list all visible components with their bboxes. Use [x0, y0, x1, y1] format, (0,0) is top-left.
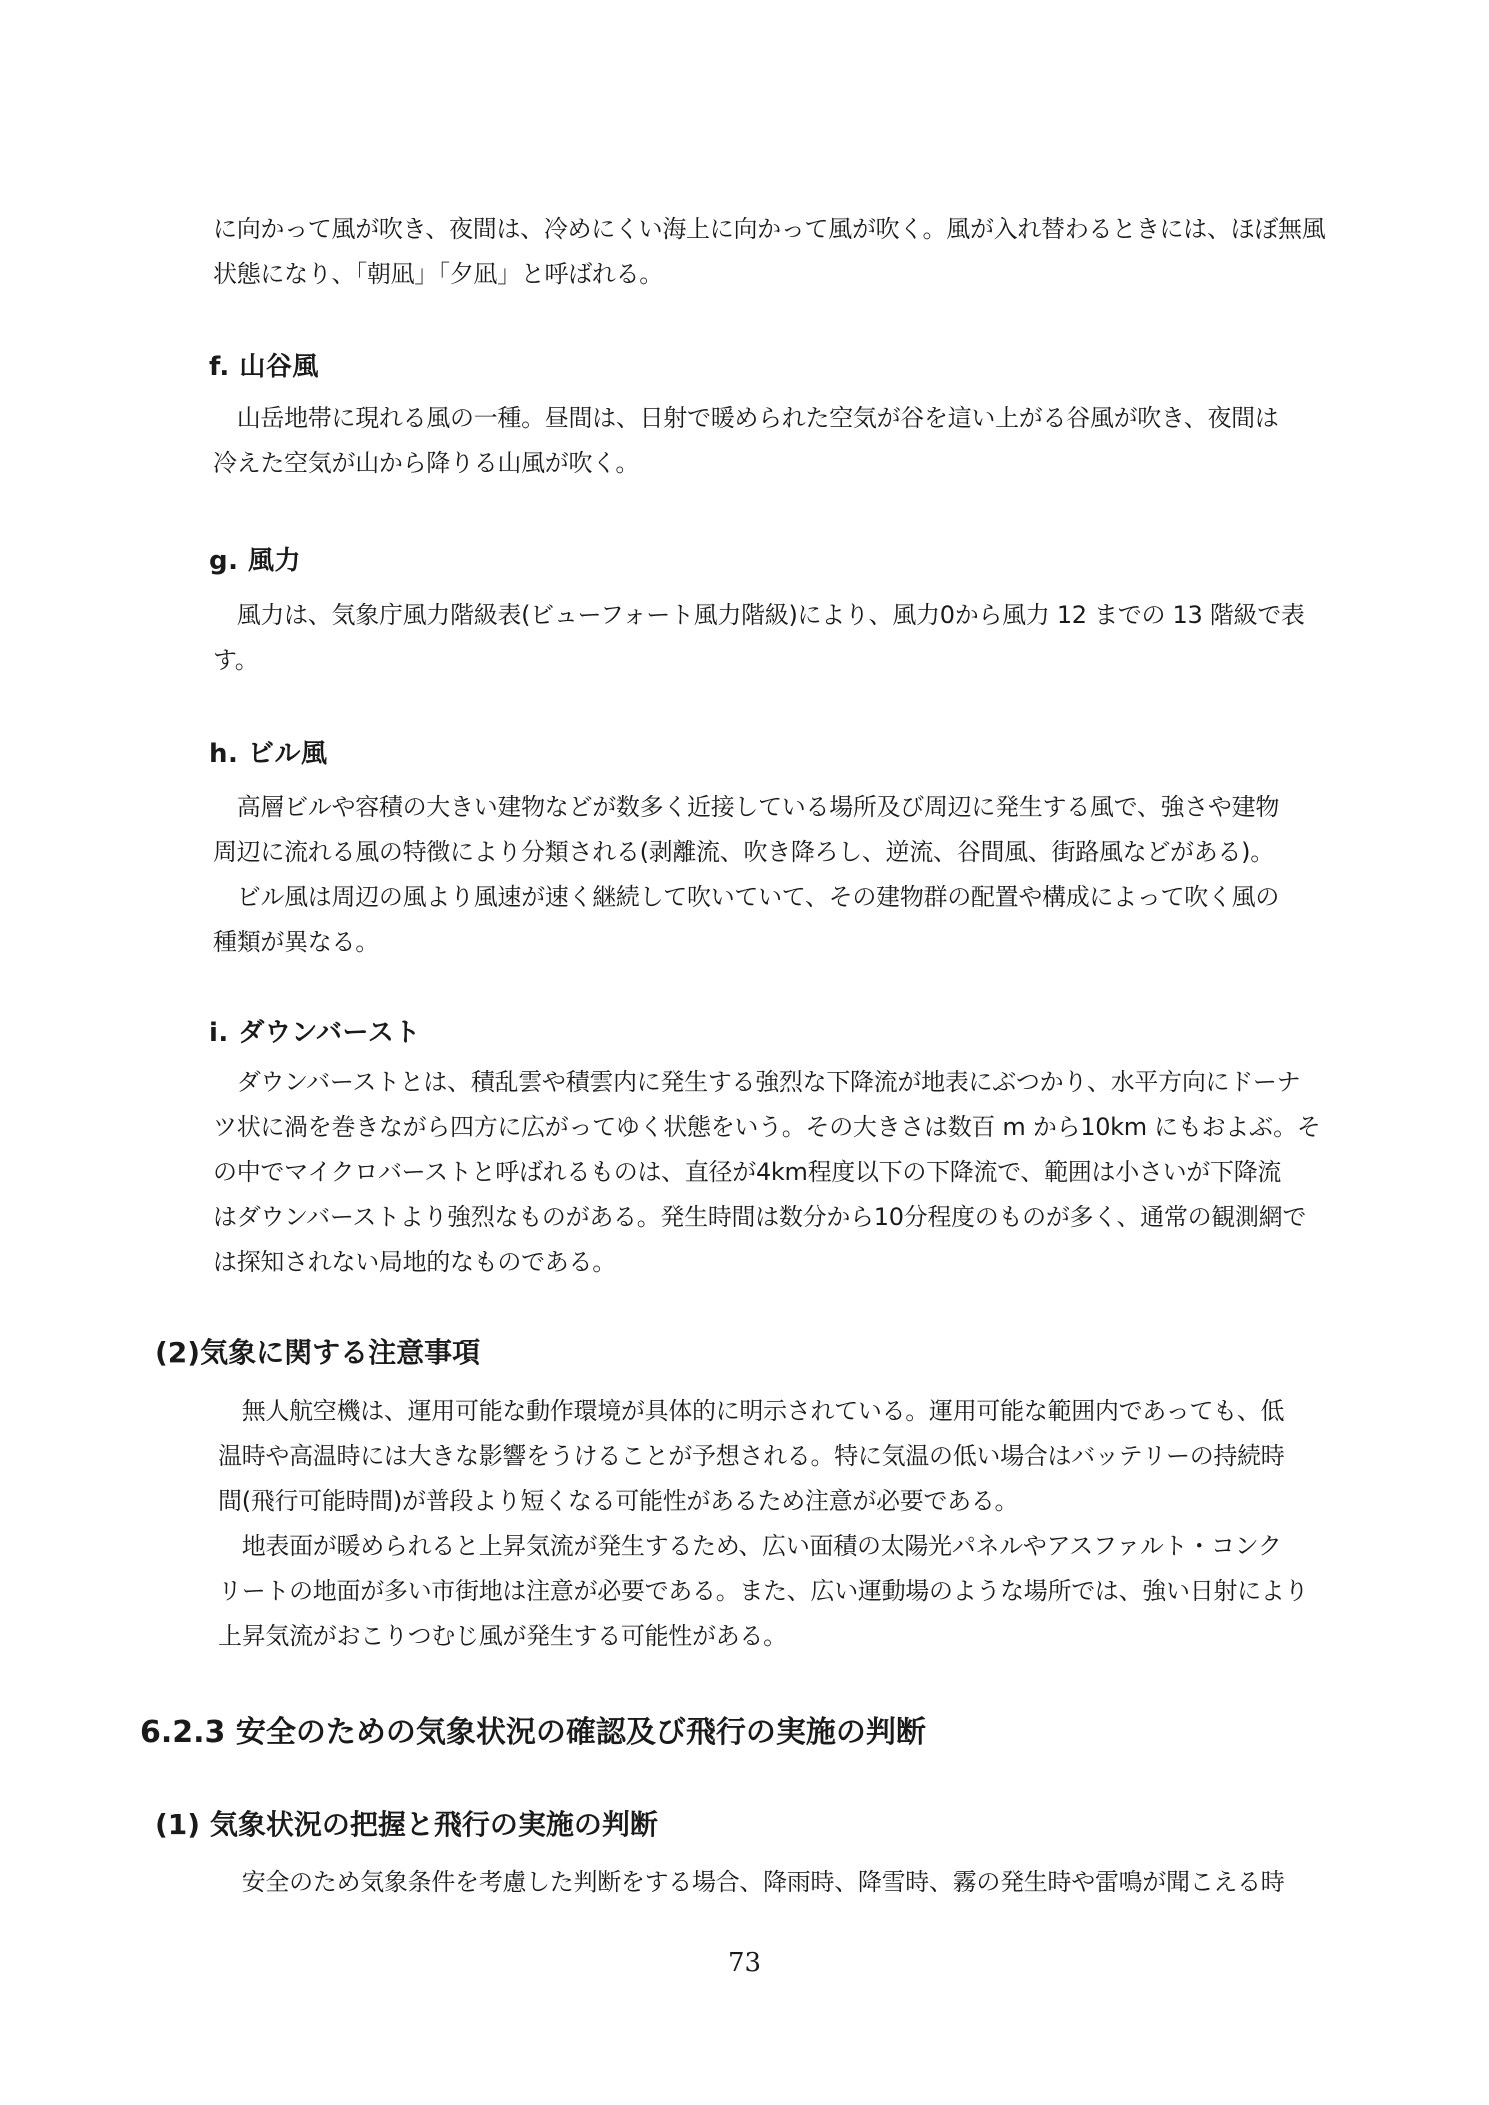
heading-i: i. ダウンバースト	[209, 1018, 421, 1048]
text-line: 冷えた空気が山から降りる山風が吹く。	[213, 449, 640, 477]
text-line: 上昇気流がおこりつむじ風が発生する可能性がある。	[218, 1622, 787, 1650]
text-line: ビル風は周辺の風より風速が速く継続して吹いていて、その建物群の配置や構成によって吹く風の	[213, 883, 1280, 911]
text-line: 状態になり、「朝凪」「夕凪」と呼ばれる。	[213, 260, 663, 288]
text-line: 周辺に流れる風の特徴により分類される(剥離流、吹き降ろし、逆流、谷間風、街路風などがある)。	[213, 838, 1274, 866]
heading-1-weather-judgement: (1) 気象状況の把握と飛行の実施の判断	[155, 1808, 658, 1841]
text-line: 無人航空機は、運用可能な動作環境が具体的に明示されている。運用可能な範囲内であっても、低	[218, 1397, 1285, 1425]
text-line: ダウンバーストとは、積乱雲や積雲内に発生する強烈な下降流が地表にぶつかり、水平方向にドーナ	[213, 1068, 1301, 1096]
heading-6-2-3: 6.2.3 安全のための気象状況の確認及び飛行の実施の判断	[140, 1715, 926, 1750]
text-line: 間(飛行可能時間)が普段より短くなる可能性があるため注意が必要である。	[218, 1487, 1019, 1515]
paragraph-1	[218, 1860, 1336, 1905]
text-line: は探知されない局地的なものである。	[213, 1248, 616, 1276]
text-line: ツ状に渦を巻きながら四方に広がってゆく状態をいう。その大きさは数百 m から10km にもおよぶ。そ	[213, 1113, 1321, 1141]
text-line: 高層ビルや容積の大きい建物などが数多く近接している場所及び周辺に発生する風で、強さや建物	[213, 793, 1280, 821]
text-line: 地表面が暖められると上昇気流が発生するため、広い面積の太陽光パネルやアスファルト・コンク	[218, 1532, 1282, 1560]
text-line: 山岳地帯に現れる風の一種。昼間は、日射で暖められた空気が谷を這い上がる谷風が吹き、夜間は	[213, 404, 1279, 432]
text-line: はダウンバーストより強烈なものがある。発生時間は数分から10分程度のものが多く、通常の観測網で	[213, 1203, 1307, 1231]
heading-f: f. 山谷風	[209, 352, 319, 382]
text-line: リートの地面が多い市街地は注意が必要である。また、広い運動場のような場所では、強い日射により	[218, 1577, 1309, 1605]
text-line: 温時や高温時には大きな影響をうけることが予想される。特に気温の低い場合はバッテリーの持続時	[218, 1442, 1285, 1470]
text-line: 種類が異なる。	[213, 928, 379, 956]
text-line: 安全のため気象条件を考慮した判断をする場合、降雨時、降雪時、霧の発生時や雷鳴が聞こえる時	[218, 1868, 1285, 1896]
paragraph-h	[213, 785, 1331, 965]
heading-g: g. 風力	[209, 546, 302, 576]
text-line: す。	[213, 646, 259, 674]
paragraph-f	[213, 396, 1331, 486]
heading-h: h. ビル風	[209, 739, 328, 769]
heading-2-weather-precautions: (2)気象に関する注意事項	[155, 1336, 481, 1369]
page-number: 73	[727, 1948, 762, 1978]
paragraph-2	[218, 1389, 1336, 1659]
text-line: の中でマイクロバーストと呼ばれるものは、直径が4km程度以下の下降流で、範囲は小さいが下降流	[213, 1158, 1282, 1186]
paragraph-g	[213, 593, 1331, 683]
paragraph-i	[213, 1060, 1331, 1285]
text-line: 風力は、気象庁風力階級表(ビューフォート風力階級)により、風力0から風力 12 までの 13 階級で表	[213, 601, 1305, 629]
paragraph-intro	[213, 207, 1331, 297]
text-line: に向かって風が吹き、夜間は、冷めにくい海上に向かって風が吹く。風が入れ替わるときには、ほぼ無風	[213, 215, 1326, 243]
